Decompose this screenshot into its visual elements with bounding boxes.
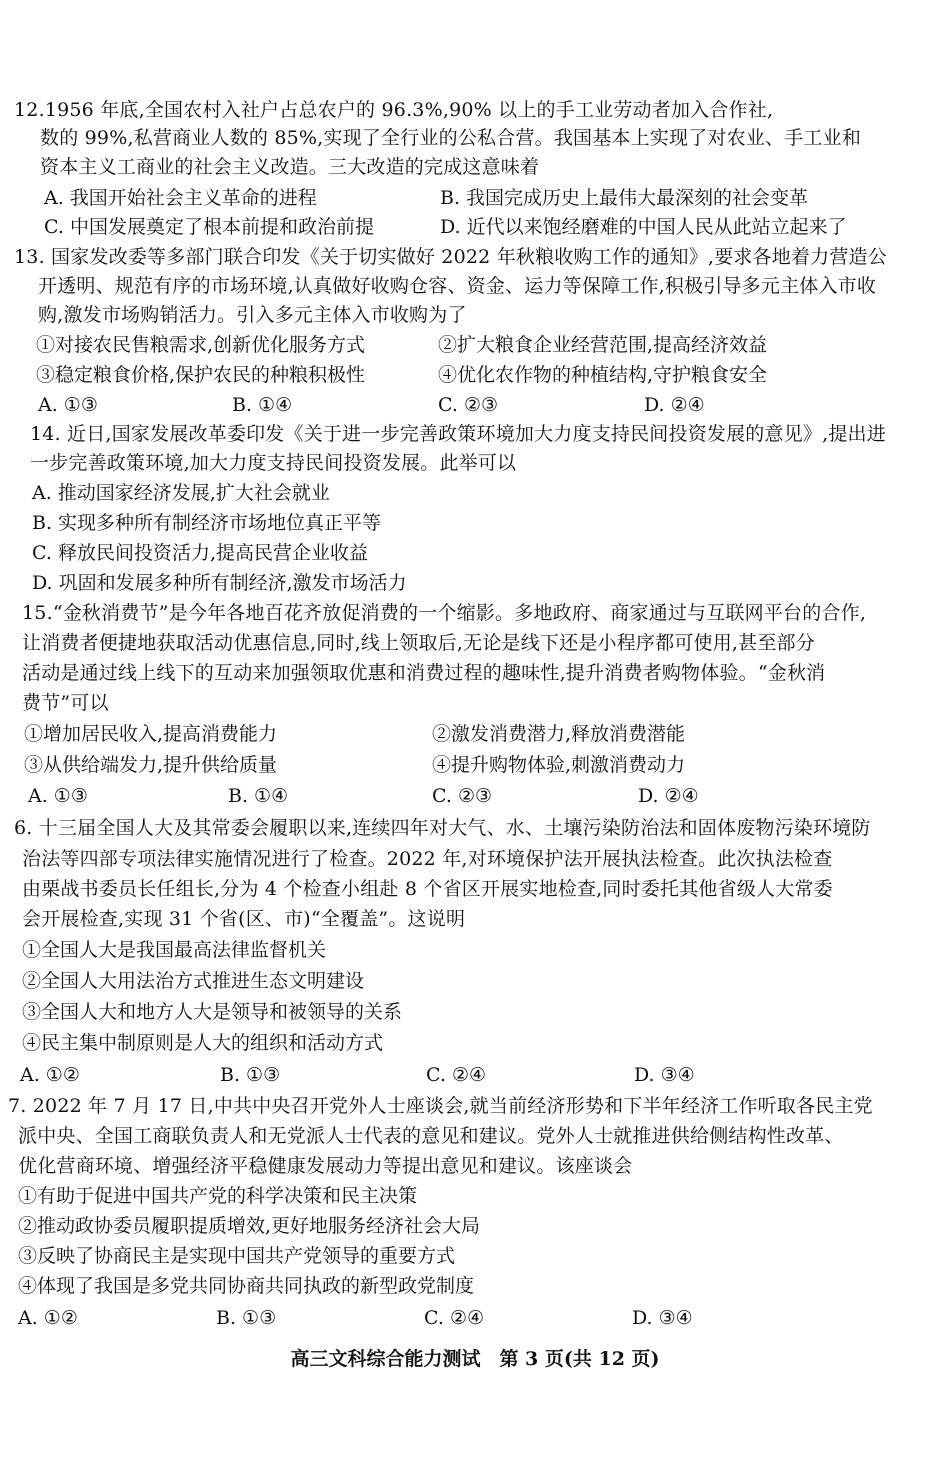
question-stem-line: 数的 99%,私营商业人数的 85%,实现了全行业的公私合营。我国基本上实现了对农业、手工业和 [40, 127, 862, 149]
option-a: A. 推动国家经济发展,扩大社会就业 [32, 482, 330, 504]
option-d: D. 巩固和发展多种所有制经济,激发市场活力 [32, 572, 407, 594]
option-a: A. 我国开始社会主义革命的进程 [44, 187, 317, 209]
question-stem-line: 12.1956 年底,全国农村入社户占总农户的 96.3%,90% 以上的手工业劳动者加入合作社, [14, 99, 774, 121]
option-b: B. ①③ [220, 1064, 281, 1086]
statement-item: ④优化农作物的种植结构,守护粮食安全 [438, 364, 768, 386]
option-d: D. ②④ [638, 785, 699, 807]
question-stem-line: 13. 国家发改委等多部门联合印发《关于切实做好 2022 年秋粮收购工作的通知》,要求各地着力营造公 [14, 246, 887, 268]
statement-item: ②激发消费潜力,释放消费潜能 [432, 723, 686, 745]
statement-item: ②扩大粮食企业经营范围,提高经济效益 [438, 334, 768, 356]
option-c: C. 释放民间投资活力,提高民营企业收益 [32, 542, 368, 564]
statement-item: ②推动政协委员履职提质增效,更好地服务经济社会大局 [18, 1215, 481, 1237]
statement-item: ①有助于促进中国共产党的科学决策和民主决策 [18, 1185, 418, 1207]
statement-item: ①全国人大是我国最高法律监督机关 [22, 939, 327, 961]
question-stem-line: 7. 2022 年 7 月 17 日,中共中央召开党外人士座谈会,就当前经济形势和下半年经济工作听取各民主党 [8, 1095, 873, 1117]
question-stem-line: 由栗战书委员长任组长,分为 4 个检查小组赴 8 个省区开展实地检查,同时委托其他省级人大常委 [22, 878, 833, 900]
question-stem-line: 6. 十三届全国人大及其常委会履职以来,连续四年对大气、水、土壤污染防治法和固体废物污染环境防 [14, 817, 871, 839]
option-a: A. ①② [20, 1064, 80, 1086]
statement-item: ③从供给端发力,提升供给质量 [24, 754, 278, 776]
question-stem-line: 一步完善政策环境,加大力度支持民间投资发展。此举可以 [30, 452, 517, 474]
statement-item: ①增加居民收入,提高消费能力 [24, 723, 278, 745]
option-b: B. ①③ [216, 1307, 277, 1329]
option-c: C. ②④ [426, 1064, 487, 1086]
question-stem-line: 开透明、规范有序的市场环境,认真做好收购仓容、资金、运力等保障工作,积极引导多元主体入市收 [38, 275, 877, 297]
question-stem-line: 派中央、全国工商联负责人和无党派人士代表的意见和建议。党外人士就推进供给侧结构性改革、 [18, 1125, 844, 1147]
statement-item: ②全国人大用法治方式推进生态文明建设 [22, 970, 365, 992]
option-c: C. ②④ [424, 1307, 485, 1329]
statement-item: ①对接农民售粮需求,创新优化服务方式 [36, 334, 366, 356]
statement-item: ④体现了我国是多党共同协商共同执政的新型政党制度 [18, 1275, 475, 1297]
question-stem-line: 资本主义工商业的社会主义改造。三大改造的完成这意味着 [40, 156, 540, 178]
option-d: D. ②④ [644, 394, 705, 416]
option-a: A. ①③ [28, 785, 88, 807]
option-d: D. ③④ [632, 1307, 693, 1329]
option-d: D. ③④ [634, 1064, 695, 1086]
statement-item: ③反映了协商民主是实现中国共产党领导的重要方式 [18, 1245, 456, 1267]
question-stem-line: 治法等四部专项法律实施情况进行了检查。2022 年,对环境保护法开展执法检查。此次执法检查 [22, 848, 833, 870]
option-b: B. 实现多种所有制经济市场地位真正平等 [32, 512, 382, 534]
statement-item: ③稳定粮食价格,保护农民的种粮积极性 [36, 364, 366, 386]
statement-item: ④提升购物体验,刺激消费动力 [432, 754, 686, 776]
option-c: C. 中国发展奠定了根本前提和政治前提 [44, 216, 374, 238]
option-c: C. ②③ [432, 785, 493, 807]
statement-item: ③全国人大和地方人大是领导和被领导的关系 [22, 1001, 403, 1023]
option-a: A. ①② [18, 1307, 78, 1329]
question-stem-line: 14. 近日,国家发展改革委印发《关于进一步完善政策环境加大力度支持民间投资发展的意见》,提出进 [30, 423, 886, 445]
option-b: B. ①④ [228, 785, 289, 807]
option-b: B. ①④ [232, 394, 293, 416]
option-d: D. 近代以来饱经磨难的中国人民从此站立起来了 [440, 216, 847, 238]
statement-item: ④民主集中制原则是人大的组织和活动方式 [22, 1032, 384, 1054]
option-b: B. 我国完成历史上最伟大最深刻的社会变革 [440, 187, 809, 209]
option-c: C. ②③ [438, 394, 499, 416]
question-stem-line: 优化营商环境、增强经济平稳健康发展动力等提出意见和建议。该座谈会 [18, 1155, 633, 1177]
question-stem-line: 购,激发市场购销活力。引入多元主体入市收购为了 [38, 304, 467, 326]
question-stem-line: 让消费者便捷地获取活动优惠信息,同时,线上领取后,无论是线下还是小程序都可使用,甚至部分 [22, 632, 815, 654]
option-a: A. ①③ [38, 394, 98, 416]
page-footer: 高三文科综合能力测试 第 3 页(共 12 页) [290, 1348, 660, 1370]
question-stem-line: 费节”可以 [22, 692, 109, 714]
question-stem-line: 活动是通过线上线下的互动来加强领取优惠和消费过程的趣味性,提升消费者购物体验。“金秋消 [22, 662, 826, 684]
question-stem-line: 会开展检查,实现 31 个省(区、市)“全覆盖”。这说明 [22, 908, 466, 930]
question-stem-line: 15.“金秋消费节”是今年各地百花齐放促消费的一个缩影。多地政府、商家通过与互联网平台的合作, [22, 602, 867, 624]
